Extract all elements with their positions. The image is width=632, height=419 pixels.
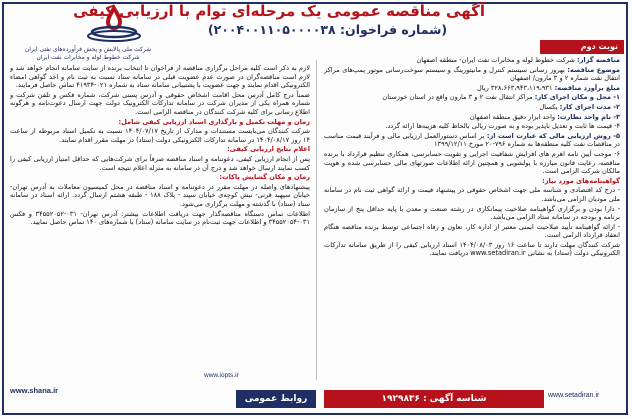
- paragraph-text: واحد ابزار دقیق منطقه اصفهان: [469, 112, 558, 121]
- call-number: (شماره فراخوان: ۲۰۰۴۰۰۱۱۰۵۰۰۰۰۳۸): [207, 22, 448, 37]
- paragraph-text: مراکز انتقال نفت ۲ و ۳ مارون واقع در استان خوزستان: [382, 93, 535, 102]
- paragraph-text: - ارائه گواهینامه تأیید صلاحیت ایمنی معتبر از اداره کار، تعاون و رفاه اجتماعی توسط برنده مناقصه هنگام انعقاد قرارداد الزامی است.: [324, 222, 620, 240]
- paragraph: [10, 64, 310, 90]
- paragraph-label: مناقصه گزار:: [577, 56, 620, 64]
- paragraph: [324, 150, 620, 176]
- footer-url-shana[interactable]: www.shana.ir: [10, 386, 59, 395]
- footer: [4, 372, 628, 412]
- paragraph-text: یکسال: [539, 102, 560, 111]
- paragraph-label: زمان و مهلت تکمیل و بارگذاری اسناد ارزیابی کیفی شامل:: [118, 117, 310, 126]
- paragraph: [324, 205, 620, 222]
- paragraph: [324, 103, 620, 112]
- paragraph: [324, 186, 620, 203]
- paragraph: [10, 145, 310, 154]
- paragraph: [324, 223, 620, 240]
- paragraph: [10, 210, 310, 227]
- paragraph-text: ۳۲۸،۶۶۳،۹۴۳،۱۱۹،۹۳۱ ریال: [476, 83, 555, 92]
- organization-caption: [18, 46, 158, 62]
- paragraph-text: پس از انجام ارزیابی کیفی، دعوتنامه و اسناد مناقصه صرفاً برای شرکت‌هایی که حداقل امتیاز ارزیابی کیفی را کسب نمایند ارسال خواهد شد و درج آن در سامانه به منزله اعلام نتیجه است.: [10, 154, 310, 172]
- left-column-text: [10, 64, 310, 376]
- org-name: شرکت ملی پالایش و پخش فرآورده‌های نفتی ایران: [24, 46, 152, 53]
- paragraph: [324, 241, 620, 258]
- paragraph-label: ۳- نام واحد نظارت:: [557, 112, 620, 121]
- paragraph: [324, 132, 620, 149]
- paragraph-text: - درج کد اقتصادی و شناسه ملی جهت اشخاص حقوقی در پیشنهاد قیمت و ارائه گواهی ثبت نام در سامانه ملی مودیان الزامی می‌باشد.: [324, 186, 620, 203]
- paragraph-text: لازم به ذکر است کلیه مراحل برگزاری مناقصه از فراخوان تا انتخاب برنده از سایت سامانه انجام خواهد شد و لازم است مناقصه‌گران در صورت عدم عضویت قبلی در سامانه ستاد نسبت به ثبت نام و اخذ گواهی امضاء الکترونیکی اقدام نمایند و جهت عضویت با پشتیبانی سامانه ستاد به شماره ۰۲۱-۴۱۹۳۴ تماس حاصل فرمایند.: [10, 64, 310, 90]
- paragraph-label: گواهینامه‌های مورد نیاز:: [542, 176, 620, 185]
- right-column-text: [324, 56, 620, 371]
- paragraph: [324, 93, 620, 102]
- footer-url-setad[interactable]: www.setadiran.ir: [548, 392, 600, 399]
- paragraph-text: بهروز رسانی سیستم کنترل و مانیتورینگ و سیستم سوخت‌رسانی موتور پمپ‌های مراکز انتقال نفت شماره ۲ و ۳ مارون/ اصفهان: [324, 65, 620, 83]
- column-divider: [316, 60, 317, 380]
- page-title: آگهی مناقصه عمومی یک مرحله‌ای توام با ارزیابی کیفی: [73, 2, 485, 20]
- paragraph-label: اعلام نتایج ارزیابی کیفی:: [227, 145, 310, 154]
- notice-id-box: [324, 390, 544, 408]
- paragraph: [324, 113, 620, 122]
- paragraph: [324, 84, 620, 93]
- paragraph: [10, 183, 310, 209]
- paragraph: [10, 127, 310, 144]
- footer-url-iopts[interactable]: www.iopts.ir: [204, 372, 239, 379]
- paragraph-label: موضوع مناقصه:: [567, 65, 620, 74]
- paragraph: [10, 118, 310, 127]
- paragraph: [324, 122, 620, 131]
- notice-id-label: شناسه آگهی :: [423, 394, 487, 404]
- paragraph-text: ضمناً درج کامل آدرس محل اقامت اشخاص حقوقی و آدرس پستی شرکت، شماره فکس و تلفن شرکت و شماره همراه یکی از مدیران شرکت در سامانه تدارکات الکترونیک دولت جهت ارسال دعوت‌نامه و هرگونه اطلاع رسانی برای کلیه شرکت کنندگان در مناقصه الزامی است.: [10, 90, 310, 116]
- public-relations-label: روابط عمومی: [236, 390, 316, 408]
- paragraph-text: بر اساس دستورالعمل ارزیابی مالی و فرآیند قیمت مناسب در مناقصات نفت کلیه منطقه‌ها به شماره ۷۹۶-۲۰ مورخ ۱۳۹۹/۱۲/۱۱: [324, 131, 620, 149]
- paragraph-label: زمان و مکان گشایش پاکات:: [219, 173, 310, 182]
- notice-id-value: ۱۹۲۹۸۳۶: [381, 394, 420, 404]
- org-sub: شرکت خطوط لوله و مخابرات نفت ایران: [36, 54, 140, 61]
- paragraph-text: شرکت کنندگان مهلت دارند تا ساعت ۱۶ روز ۱۴۰۴/۰۸/۰۳ اسناد ارزیابی کیفی را از طریق سامانه تدارکات الکترونیکی دولت (ستاد) به نشانی www.setadiran.ir دریافت نمایند.: [324, 240, 620, 258]
- paragraph-label: مبلغ برآورد مناقصه:: [554, 83, 620, 92]
- paragraph-text: - دارا بودن و برگزاری گواهینامه صلاحیت پیمانکاری در رشته صنعت و معدن با پایه حداقل پنج از سازمان برنامه و بودجه در سامانه ستاد الزامی می‌باشد.: [324, 204, 620, 222]
- paragraph-text: شرکت خطوط لوله و مخابرات نفت ایران- منطقه اصفهان: [416, 56, 577, 64]
- paragraph: [324, 177, 620, 186]
- paragraph-text: شرکت کنندگان می‌بایست مستندات و مدارک از تاریخ ۱۴۰۴/۰۷/۱۷ نسبت به تکمیل اسناد مربوطه از ساعت ۱۴ روز ۱۴۰۴/۰۸/۱۷ در سامانه تدارکات الکترونیکی دولت (ستاد) در مهلت مقرر اقدام نمایند.: [10, 127, 310, 144]
- round-badge: نوبت دوم: [540, 40, 624, 54]
- paragraph: [324, 56, 620, 65]
- paragraph: [324, 66, 620, 83]
- paragraph-text: اطلاعات تماس دستگاه مناقصه‌گذار جهت دریافت اطلاعات بیشتر: آدرس تهران- ۰۳۱-۳۴۵۵۲۰۵۲ و فکس ۰۳۱-۳۴۵۵۲۰۵۴ و اطلاعات جهت ثبت‌نام در سایت سامانه (ستاد) با شماره‌های ۱۴۰ تماس حاصل نمایید.: [10, 209, 310, 227]
- paragraph-label: ۲- مدت اجرای کار:: [559, 102, 620, 111]
- paragraph: [10, 155, 310, 172]
- paragraph-text: پیشنهادهای واصله در مهلت مقرر در دعوتنامه و اسناد مناقصه در محل کمیسیون معاملات به آدرس تهران- خیابان سپهبد قرنی- نبش کوچه‌ی خیابان سپند - پلاک ۱۸۸ - طبقه هشتم ارسال گردد. ارائه اسناد در سامانه ستاد (ستاد) با گذشته و مهلت برگزاری می‌شود.: [10, 182, 310, 208]
- paragraph: [10, 91, 310, 117]
- paragraph: [10, 173, 310, 182]
- paragraph-label: ۱- محل و مکان اجرای کار:: [534, 93, 620, 102]
- paragraph-label: ۵- روش ارزیابی مالی که عبارت است از:: [486, 131, 620, 140]
- paragraph-text: ۶- موجب آیین نامه اهرم های افزایش شفافیت اجرایی و تقویت حسابرسی، همکاری تنظیم قرارداد با برنده مناقصه، رعایت قانون مبارزه با پولشویی و همچنین ارائه اطلاعات صورتهای مالی حسابرسی شده و هویت مالکان شرکت الزامی است.: [324, 149, 620, 176]
- paragraph-text: ۴- قیمت ها ثابت و تعدیل ناپذیر بوده و به صورت ریالی بالحاظ کلیه هزینه‌ها ارائه گردد.: [385, 122, 620, 131]
